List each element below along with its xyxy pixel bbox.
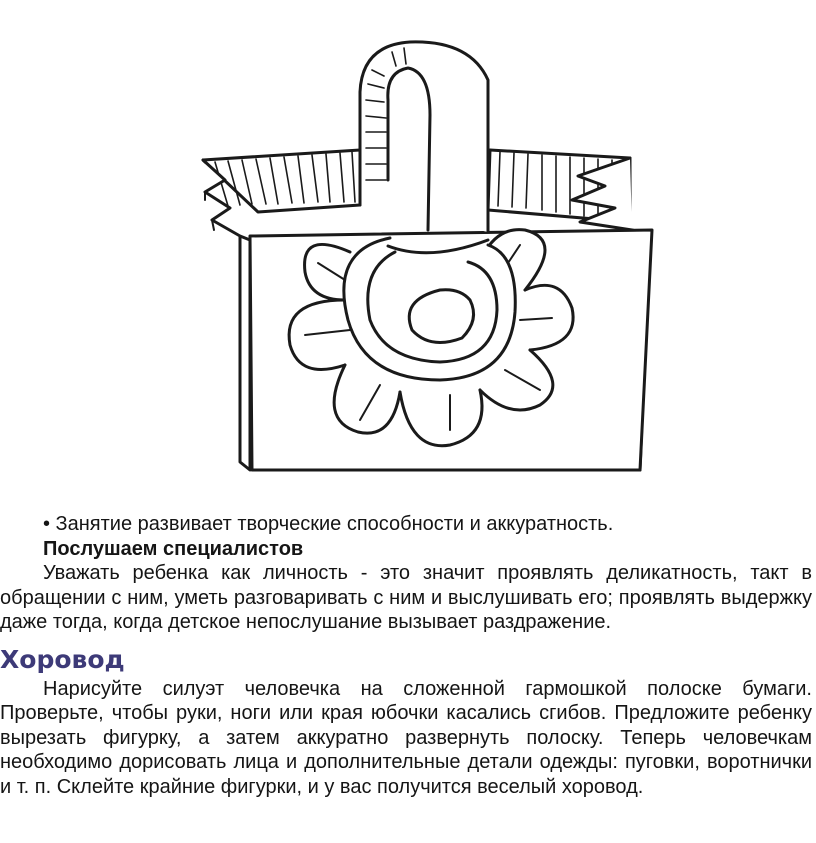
specialists-paragraph: Уважать ребенка как личность - это значит проявлять деликатность, такт в обращении с ним, уметь разговаривать с ним и выслушивать его; проявлять выдержку даже тогда, когда детское непослушание вызывает раздражение. [0, 562, 812, 633]
section-title: Хоровод [0, 644, 125, 674]
section-paragraph: Нарисуйте силуэт человечка на сложенной гармошкой полоске бумаги. Проверьте, чтобы руки, ноги или края юбочки касались сгибов. Предложите ребенку вырезать фигурку, а затем аккуратно развернуть полоску. Теперь человечкам необходимо дорисовать лица и дополнительные детали одежды: пуговки, воротнички и т. п. Склейте крайние фигурки, и у вас получится веселый хоровод. [0, 677, 812, 798]
page-text [0, 512, 812, 799]
bullet-line: • Занятие развивает творческие способности и аккуратность. [43, 513, 614, 535]
specialists-heading: Послушаем специалистов [43, 537, 304, 560]
